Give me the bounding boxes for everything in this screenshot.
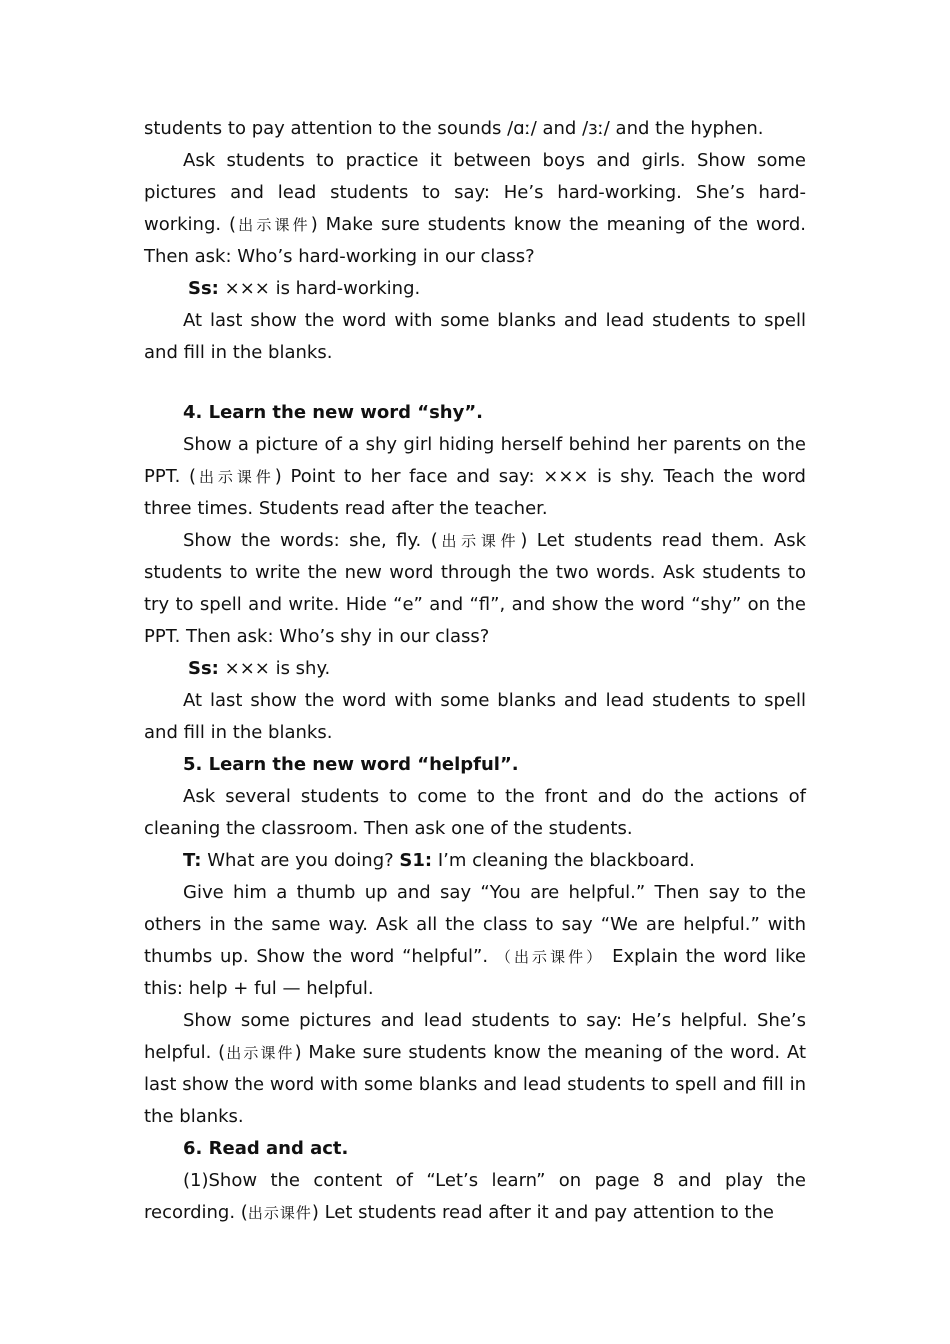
speaker-label: S1: — [399, 850, 433, 871]
lesson-plan-body — [144, 113, 806, 1229]
paragraph: Show a picture of a shy girl hiding herself behind her parents on the PPT. (出示课件) Point to her face and say: ××× is shy. Teach the word three times. Students read after the teacher. — [144, 434, 806, 519]
speaker-label: Ss: — [188, 658, 219, 679]
spacer — [144, 369, 806, 397]
courseware-note: 出示课件 — [236, 216, 311, 234]
speaker-label: Ss: — [188, 278, 219, 299]
courseware-note: 出示课件 — [437, 532, 521, 550]
dialogue-line: T: What are you doing? S1: I’m cleaning the blackboard. — [183, 850, 695, 871]
speaker-label: T: — [183, 850, 202, 871]
paragraph: (1)Show the content of “Let’s learn” on page 8 and play the recording. (出示课件) Let students read after it and pay attention to the — [144, 1170, 806, 1223]
paragraph: Show some pictures and lead students to say: He’s helpful. She’s helpful. (出示课件) Make sure students know the meaning of the word. At last show the word with some blanks and lead students to spell and fill in the blanks. — [144, 1010, 806, 1127]
paragraph: Give him a thumb up and say “You are helpful.” Then say to the others in the same way. Ask all the class to say “We are helpful.” with thumbs up. Show the word “helpful”. （出示课件） Explain the word like this: help + ful — helpful. — [144, 882, 806, 999]
section-heading: 6. Read and act. — [183, 1138, 349, 1159]
courseware-note: （出示课件） — [495, 948, 605, 966]
section-heading: 4. Learn the new word “shy”. — [183, 402, 484, 423]
paragraph: Show the words: she, fly. (出示课件) Let students read them. Ask students to write the new word through the two words. Ask students to try to spell and write. Hide “e” and “fl”, and show the word “shy” on the PPT. Then ask: Who’s shy in our class? — [144, 530, 806, 647]
dialogue-line: Ss: ××× is hard-working. — [188, 278, 421, 299]
courseware-note: 出示课件 — [247, 1204, 312, 1222]
dialogue-line: Ss: ××× is shy. — [188, 658, 331, 679]
paragraph: Ask several students to come to the front and do the actions of cleaning the classroom. Then ask one of the students. — [144, 786, 806, 839]
paragraph: At last show the word with some blanks and lead students to spell and fill in the blanks. — [144, 690, 806, 743]
paragraph: At last show the word with some blanks and lead students to spell and fill in the blanks. — [144, 310, 806, 363]
courseware-note: 出示课件 — [225, 1044, 295, 1062]
section-heading: 5. Learn the new word “helpful”. — [183, 754, 519, 775]
courseware-note: 出示课件 — [196, 468, 275, 486]
paragraph: students to pay attention to the sounds /ɑː/ and /ɜː/ and the hyphen. — [144, 118, 764, 139]
paragraph: Ask students to practice it between boys and girls. Show some pictures and lead students to say: He’s hard-working. She’s hard-working. (出示课件) Make sure students know the meaning of the word. Then ask: Who’s hard-working in our class? — [144, 150, 806, 267]
